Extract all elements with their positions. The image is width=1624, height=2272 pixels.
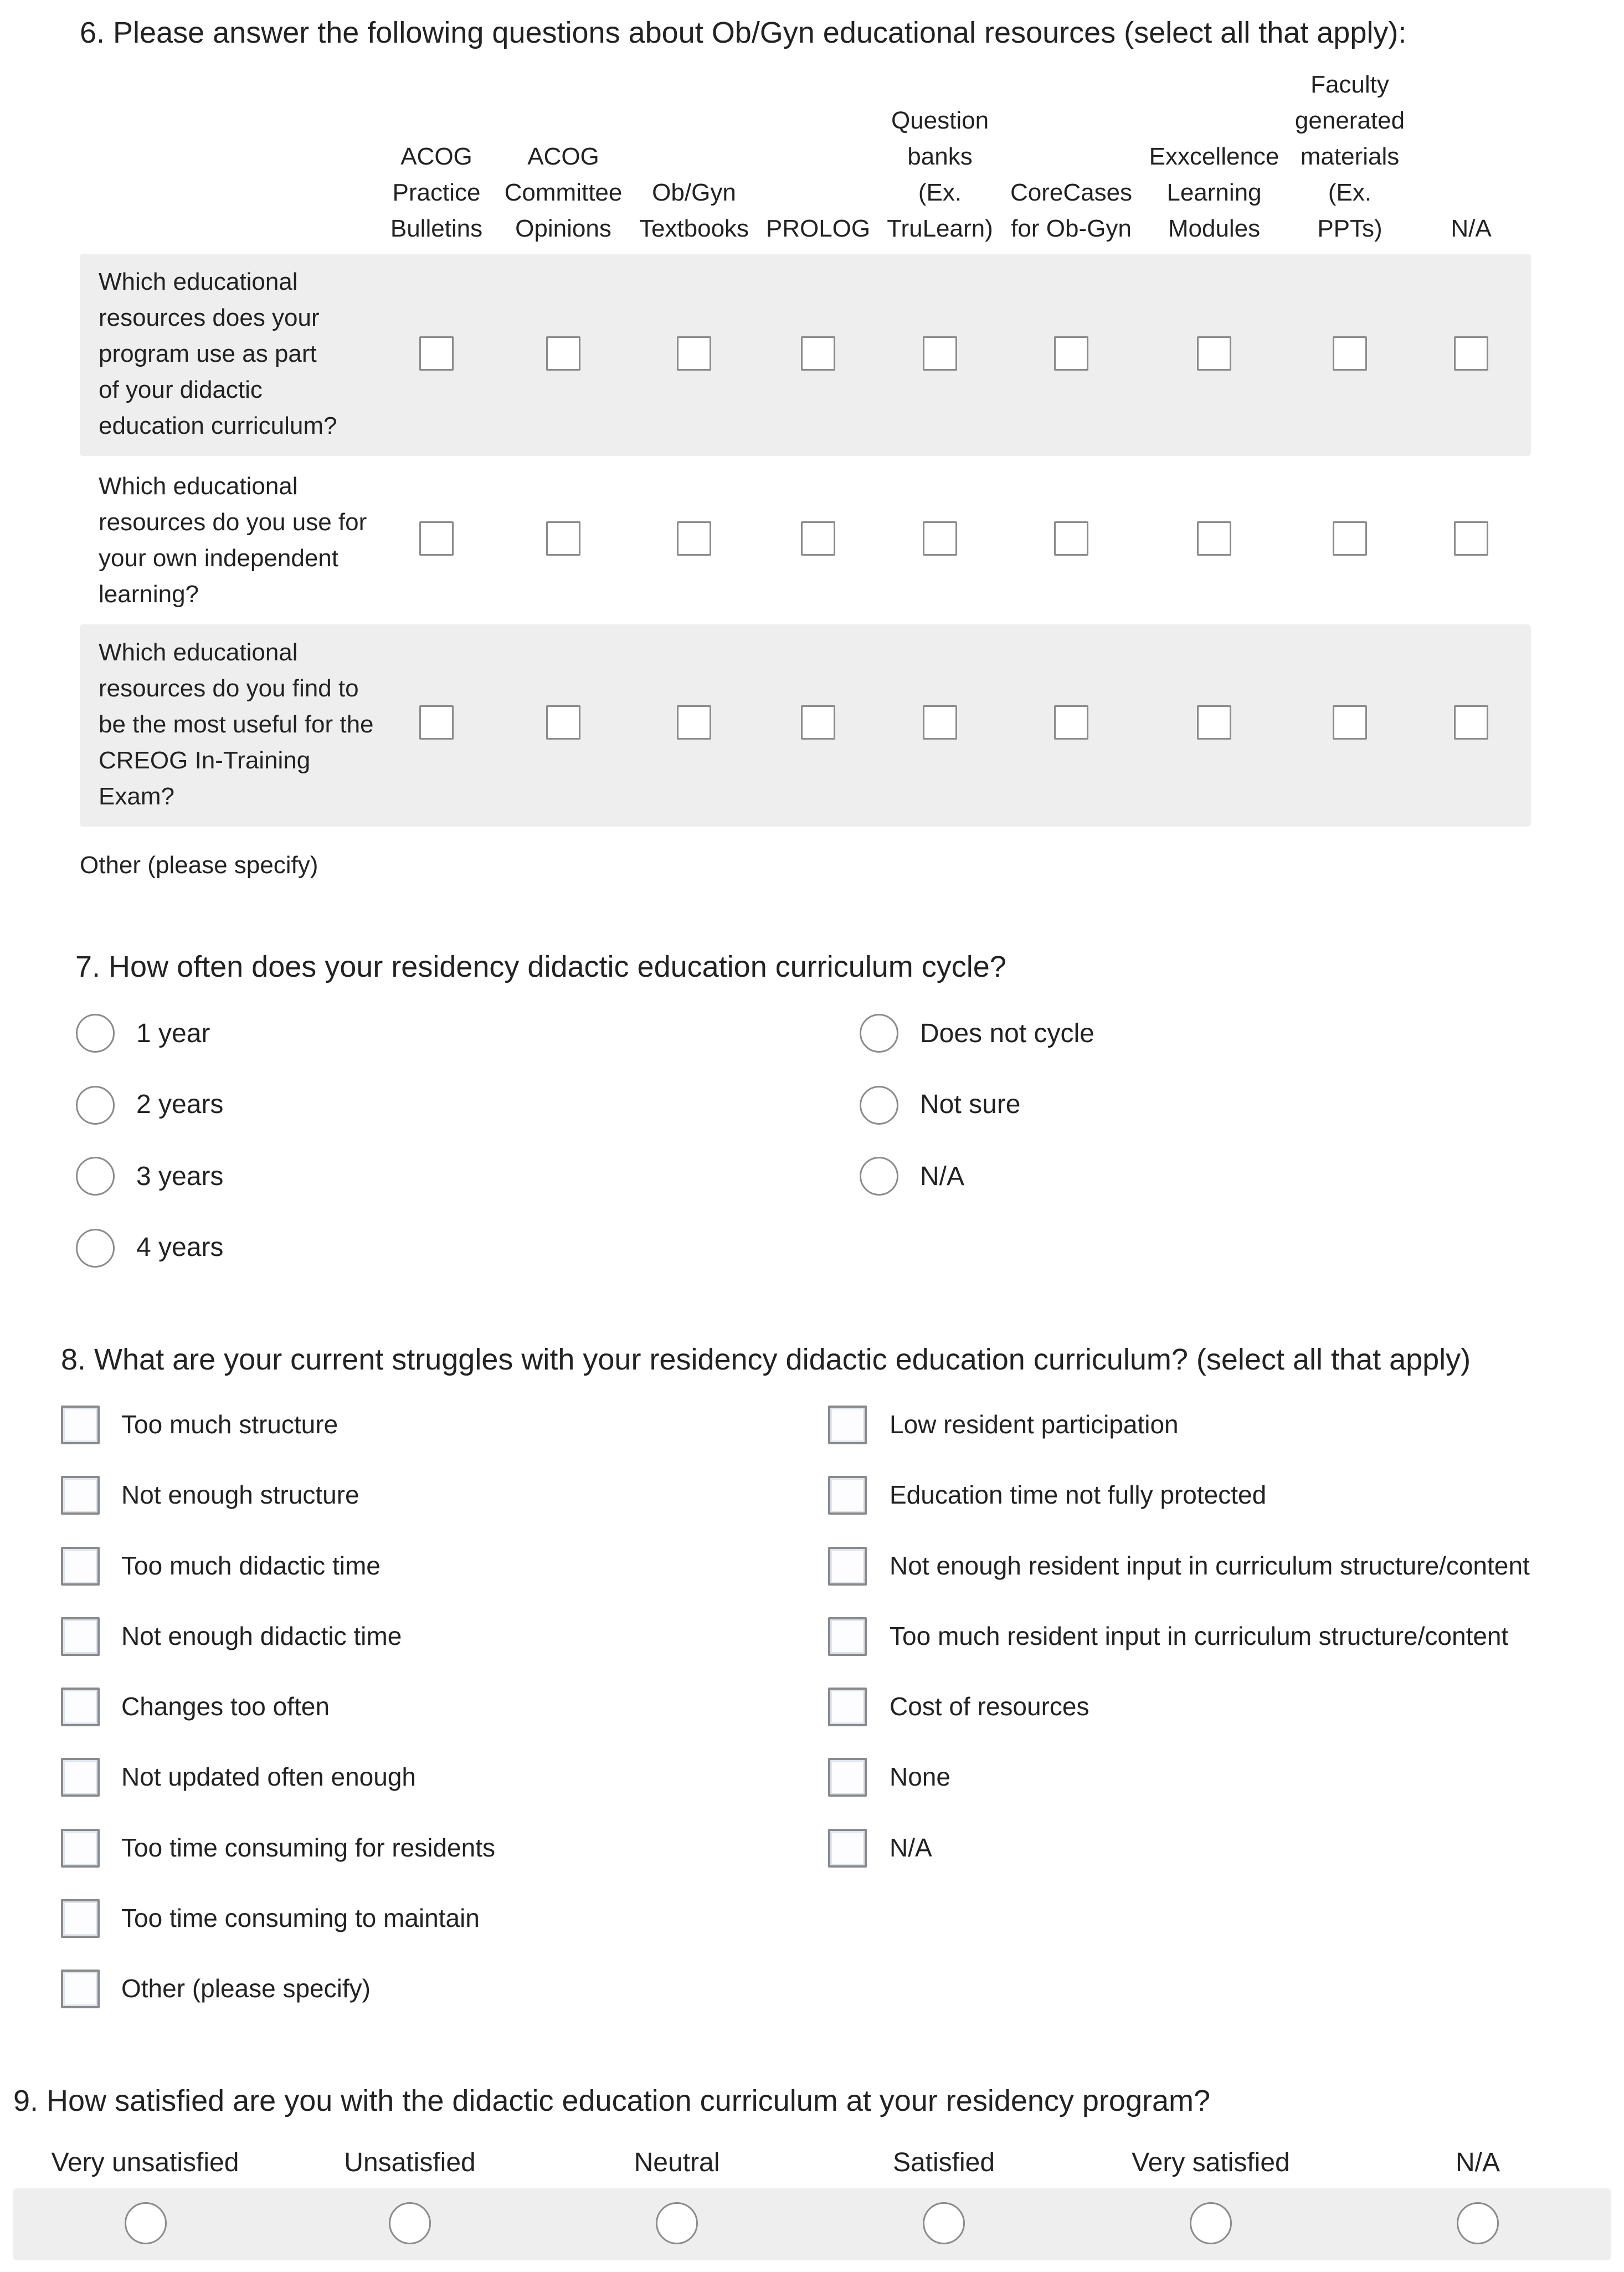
- q6-row-3-checkbox-textbooks[interactable]: [677, 705, 711, 740]
- q8-checkbox-not-updated-often-enough[interactable]: [61, 1758, 100, 1797]
- q8-label-na: N/A: [890, 1833, 932, 1862]
- q7-radio-2-years[interactable]: [76, 1086, 115, 1125]
- q6-row-1-checkbox-acog-committee[interactable]: [546, 336, 580, 371]
- q6-row-2-checkbox-na[interactable]: [1454, 521, 1488, 556]
- q7-label-1-year: 1 year: [136, 1019, 210, 1048]
- q7-radio-does-not-cycle[interactable]: [860, 1014, 898, 1053]
- q8-label-other: Other (please specify): [121, 1974, 371, 2003]
- q6-row-2-checkbox-corecases[interactable]: [1054, 521, 1088, 556]
- q7-title: 7. How often does your residency didactic education curriculum cycle?: [75, 950, 1006, 983]
- q6-row-1-checkbox-prolog[interactable]: [801, 336, 835, 371]
- q7-label-not-sure: Not sure: [920, 1090, 1021, 1119]
- q7-label-3-years: 3 years: [136, 1162, 224, 1191]
- q7-radio-4-years[interactable]: [76, 1229, 115, 1268]
- q6-row-3-checkbox-corecases[interactable]: [1054, 705, 1088, 740]
- q8-label-changes-too-often: Changes too often: [121, 1692, 330, 1721]
- q7-label-4-years: 4 years: [136, 1233, 224, 1262]
- q6-row-1-checkbox-question-banks[interactable]: [923, 336, 957, 371]
- q6-row-3-checkbox-faculty[interactable]: [1333, 705, 1367, 740]
- q6-row-3-checkbox-question-banks[interactable]: [923, 705, 957, 740]
- q6-row-2-checkbox-question-banks[interactable]: [923, 521, 957, 556]
- q8-label-too-time-consuming-maintain: Too time consuming to maintain: [121, 1904, 480, 1932]
- q6-col-na: N/A: [1451, 215, 1492, 242]
- q8-checkbox-too-time-consuming-maintain[interactable]: [61, 1899, 100, 1938]
- q8-checkbox-education-time-not-protected[interactable]: [828, 1476, 867, 1515]
- q9-radio-very-unsatisfied[interactable]: [125, 2202, 167, 2244]
- q6-col-acog-practice-bulletins: ACOG Practice Bulletins: [390, 143, 483, 242]
- q8-label-too-much-resident-input: Too much resident input in curriculum structure/content: [890, 1622, 1509, 1650]
- q6-row-3-checkbox-prolog[interactable]: [801, 705, 835, 740]
- q6-row-2-checkbox-exxcellence[interactable]: [1197, 521, 1231, 556]
- q8-label-not-enough-resident-input: Not enough resident input in curriculum structure/content: [890, 1551, 1530, 1580]
- q8-label-not-updated-often-enough: Not updated often enough: [121, 1762, 417, 1791]
- q8-checkbox-not-enough-resident-input[interactable]: [828, 1547, 867, 1586]
- q8-label-not-enough-structure: Not enough structure: [121, 1480, 359, 1509]
- q6-row-1-checkbox-acog-practice[interactable]: [419, 336, 454, 371]
- q6-other-label: Other (please specify): [80, 852, 318, 879]
- q8-checkbox-too-much-structure[interactable]: [61, 1406, 100, 1444]
- q6-col-acog-committee-opinions: ACOG Committee Opinions: [504, 143, 623, 242]
- q7-label-does-not-cycle: Does not cycle: [920, 1019, 1094, 1048]
- q6-col-faculty-materials: Faculty generated materials (Ex. PPTs): [1294, 71, 1405, 242]
- q8-label-too-much-structure: Too much structure: [121, 1410, 338, 1439]
- q8-checkbox-na[interactable]: [828, 1829, 867, 1868]
- q6-row-2-checkbox-textbooks[interactable]: [677, 521, 711, 556]
- q9-radio-very-satisfied[interactable]: [1190, 2202, 1232, 2244]
- q8-title: 8. What are your current struggles with your residency didactic education curriculum? (select all that apply): [61, 1343, 1471, 1376]
- q6-row-3-checkbox-na[interactable]: [1454, 705, 1488, 740]
- q6-col-corecases: CoreCases for Ob-Gyn: [1010, 179, 1133, 242]
- q6-col-exxcellence-modules: Exxcellence Learning Modules: [1149, 143, 1279, 242]
- q8-checkbox-other[interactable]: [61, 1970, 100, 2008]
- q6-row-2-checkbox-acog-committee[interactable]: [546, 521, 580, 556]
- q8-checkbox-too-time-consuming-residents[interactable]: [61, 1829, 100, 1868]
- q9-radio-unsatisfied[interactable]: [389, 2202, 431, 2244]
- q6-col-obgyn-textbooks: Ob/Gyn Textbooks: [639, 179, 749, 242]
- q8-label-too-much-didactic-time: Too much didactic time: [121, 1551, 381, 1580]
- q6-row-1-checkbox-faculty[interactable]: [1333, 336, 1367, 371]
- q8-checkbox-not-enough-structure[interactable]: [61, 1476, 100, 1515]
- q6-row-3-checkbox-exxcellence[interactable]: [1197, 705, 1231, 740]
- q8-checkbox-low-resident-participation[interactable]: [828, 1406, 867, 1444]
- q6-row-2-checkbox-acog-practice[interactable]: [419, 521, 454, 556]
- q7-label-na: N/A: [920, 1162, 965, 1191]
- q9-scale-label-na: N/A: [1455, 2148, 1500, 2177]
- q8-label-low-resident-participation: Low resident participation: [890, 1410, 1179, 1439]
- q6-col-prolog: PROLOG: [765, 215, 871, 242]
- q6-row-3-checkbox-acog-practice[interactable]: [419, 705, 454, 740]
- q6-row-2-checkbox-prolog[interactable]: [801, 521, 835, 556]
- q6-row-1-label: Which educational resources does your program use as part of your didactic education curriculum?: [99, 268, 337, 439]
- q7-radio-not-sure[interactable]: [860, 1086, 898, 1125]
- q8-label-education-time-not-protected: Education time not fully protected: [890, 1480, 1267, 1509]
- q9-scale-label-very-satisfied: Very satisfied: [1132, 2148, 1290, 2177]
- q8-label-cost-of-resources: Cost of resources: [890, 1692, 1089, 1721]
- q7-radio-3-years[interactable]: [76, 1157, 115, 1196]
- q8-checkbox-too-much-resident-input[interactable]: [828, 1617, 867, 1656]
- q9-scale-label-satisfied: Satisfied: [892, 2148, 995, 2177]
- q6-col-question-banks: Question banks (Ex. TruLearn): [887, 107, 993, 242]
- q6-title: 6. Please answer the following questions about Ob/Gyn educational resources (select all that apply):: [80, 16, 1407, 49]
- q9-scale-label-neutral: Neutral: [634, 2148, 720, 2177]
- q8-label-too-time-consuming-residents: Too time consuming for residents: [121, 1833, 495, 1862]
- q8-checkbox-changes-too-often[interactable]: [61, 1688, 100, 1726]
- q7-radio-na[interactable]: [860, 1157, 898, 1196]
- q9-radio-neutral[interactable]: [656, 2202, 698, 2244]
- q6-row-3-label: Which educational resources do you find to be the most useful for the CREOG In-Training Exam?: [99, 639, 374, 810]
- q6-row-2-label: Which educational resources do you use for your own independent learning?: [99, 473, 367, 608]
- q8-checkbox-too-much-didactic-time[interactable]: [61, 1547, 100, 1586]
- q9-title: 9. How satisfied are you with the didactic education curriculum at your residency program?: [13, 2084, 1211, 2117]
- q6-row-1-checkbox-textbooks[interactable]: [677, 336, 711, 371]
- q6-row-1-checkbox-corecases[interactable]: [1054, 336, 1088, 371]
- q6-row-2-checkbox-faculty[interactable]: [1333, 521, 1367, 556]
- q7-radio-1-year[interactable]: [76, 1014, 115, 1053]
- q7-label-2-years: 2 years: [136, 1090, 224, 1119]
- q9-scale-label-unsatisfied: Unsatisfied: [344, 2148, 476, 2177]
- q8-label-none: None: [890, 1762, 950, 1791]
- q8-checkbox-cost-of-resources[interactable]: [828, 1688, 867, 1726]
- q8-checkbox-none[interactable]: [828, 1758, 867, 1797]
- q8-checkbox-not-enough-didactic-time[interactable]: [61, 1617, 100, 1656]
- q6-row-1-checkbox-exxcellence[interactable]: [1197, 336, 1231, 371]
- q9-radio-satisfied[interactable]: [923, 2202, 965, 2244]
- q9-scale-row-background: [13, 2188, 1611, 2260]
- q6-row-1-checkbox-na[interactable]: [1454, 336, 1488, 371]
- q6-row-3-checkbox-acog-committee[interactable]: [546, 705, 580, 740]
- q9-radio-na[interactable]: [1457, 2202, 1499, 2244]
- q8-label-not-enough-didactic-time: Not enough didactic time: [121, 1622, 402, 1650]
- q9-scale-label-very-unsatisfied: Very unsatisfied: [51, 2148, 239, 2177]
